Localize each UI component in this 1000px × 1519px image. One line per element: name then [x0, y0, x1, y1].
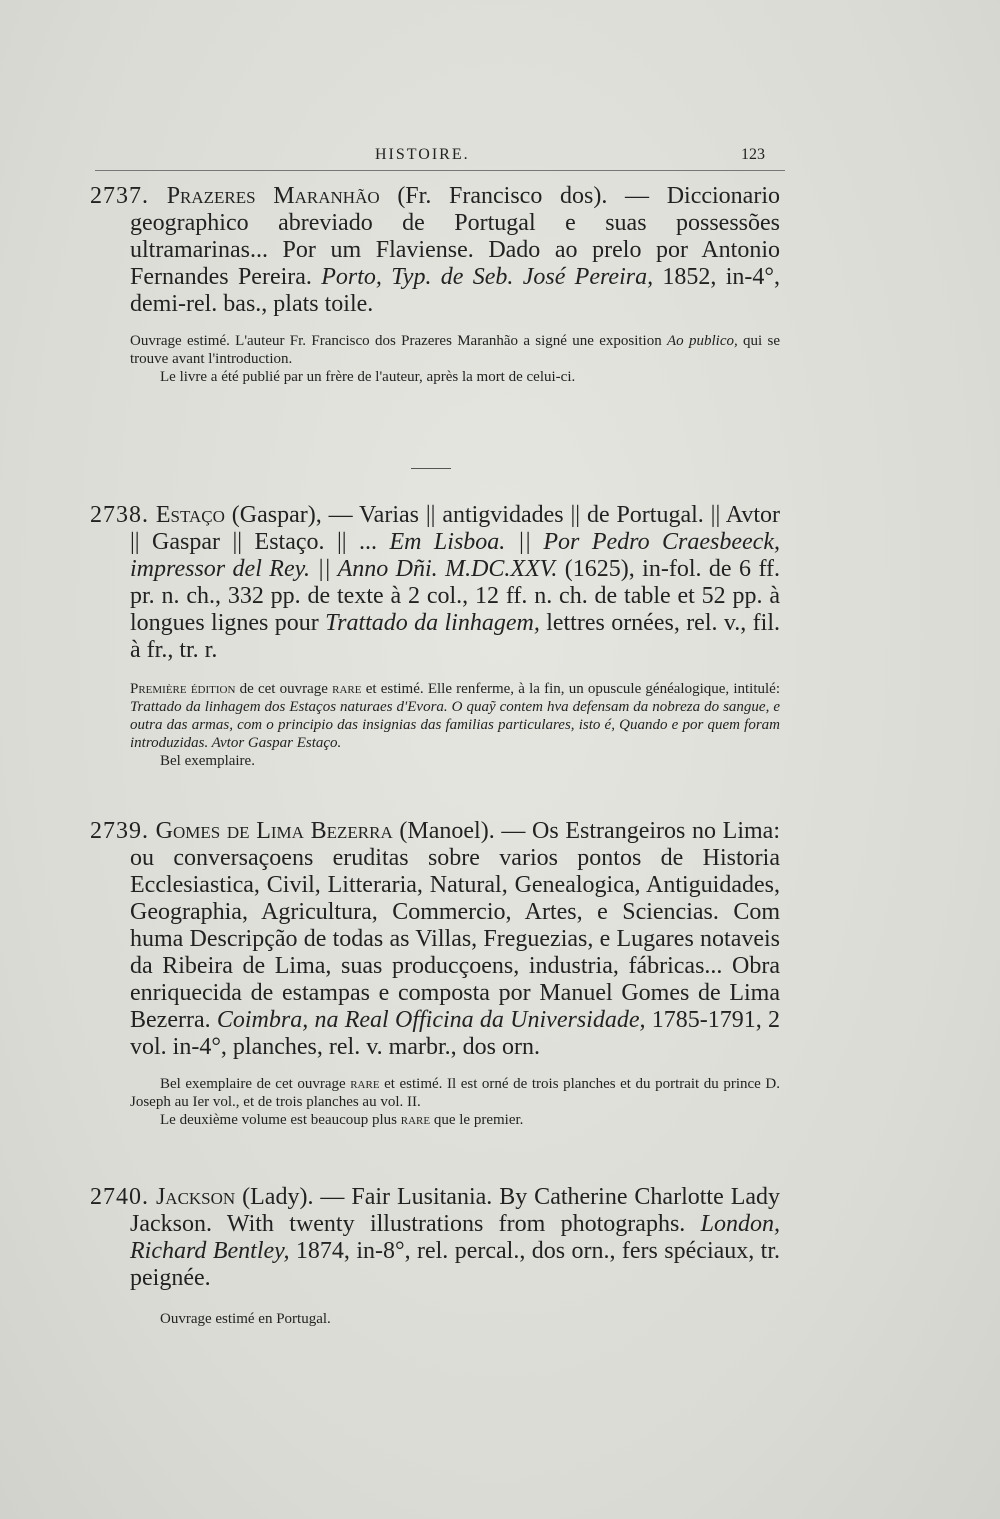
entry-description: 1852, in-4°, demi-rel. bas., plats toile. [130, 264, 780, 317]
note-paragraph [130, 1111, 780, 1129]
entry-number: 2737. [90, 183, 149, 209]
entry-note [130, 1310, 780, 1328]
entry-title: (Gaspar), — Varias || antigvidades || de Portugal. || Avtor || Gaspar || Estaço. || ... [130, 502, 781, 555]
entry-description: 1874, in-8°, rel. percal., dos orn., fers spéciaux, tr. peignée. [130, 1238, 781, 1291]
note-paragraph [130, 332, 780, 368]
entry-number: 2740. [90, 1184, 149, 1210]
entry-author: Gomes de Lima Bezerra [155, 818, 393, 844]
note-text: Le livre a été publié par un frère de l'auteur, après la mort de celui-ci. [160, 369, 576, 385]
entry-note [130, 332, 780, 386]
entry-number: 2738. [90, 502, 149, 528]
note-smallcaps: Première édition [130, 681, 236, 697]
note-italic: Ao publico, [667, 333, 738, 349]
note-text: Bel exemplaire de cet ouvrage [160, 1076, 351, 1092]
entry-title: (Lady). — Fair Lusitania. By Catherine Charlotte Lady Jackson. With twenty illustrations from photographs. [130, 1184, 781, 1237]
entry-2738 [90, 502, 781, 770]
entry-note [130, 680, 780, 770]
header-title: HISTOIRE. [375, 146, 470, 163]
note-text: de cet ouvrage [235, 681, 333, 697]
page-number: 123 [741, 146, 765, 163]
note-paragraph [130, 1075, 780, 1111]
entry-2739 [90, 818, 780, 1129]
note-text: Bel exemplaire. [160, 753, 255, 769]
note-text: et estimé. Il est orné de trois planches et du portrait du prince D. Joseph au Ier vol., et de trois planches au vol. II. [130, 1076, 780, 1110]
entry-author: Prazeres Maranhão [166, 183, 380, 209]
note-paragraph [130, 680, 780, 752]
section-divider [411, 468, 451, 469]
entry-main-text [90, 502, 781, 664]
entry-main-text [90, 1184, 781, 1292]
entry-imprint: Porto, Typ. de Seb. José Pereira, [321, 264, 654, 290]
entry-2737 [90, 183, 781, 386]
note-paragraph [130, 752, 780, 770]
note-rare: rare [350, 1076, 380, 1092]
running-header [95, 146, 785, 171]
note-paragraph [130, 368, 780, 386]
note-text: et estimé. Elle renferme, à la fin, un opuscule généalogique, intitulé: [361, 681, 781, 697]
entry-main-text [90, 183, 780, 318]
entry-main-text [90, 818, 780, 1061]
note-text: Ouvrage estimé. L'auteur Fr. Francisco dos Prazeres Maranhão a signé une exposition [130, 333, 668, 349]
entry-imprint: Em Lisboa. || Por Pedro Craesbeeck, impressor del Rey. || Anno Dñi. M.DC.XXV. [130, 529, 780, 582]
note-text: Ouvrage estimé en Portugal. [160, 1311, 331, 1327]
entry-title: (Fr. Francisco dos). — Diccionario geographico abreviado de Portugal e suas possessões ultramarinas... Por um Flaviense. Dado ao prelo por Antonio Fernandes Pereira. [130, 183, 780, 290]
entry-author: Jackson [155, 1184, 236, 1210]
entry-2740 [90, 1184, 781, 1328]
note-rare: rare [400, 1112, 431, 1128]
entry-number: 2739. [90, 818, 149, 844]
entry-description: 1785-1791, 2 vol. in-4°, planches, rel. v. marbr., dos orn. [130, 1007, 780, 1060]
entry-italic-title: Trattado da linhagem, [325, 610, 540, 636]
entry-imprint: London, Richard Bentley, [130, 1211, 780, 1264]
note-text: qui se trouve avant l'introduction. [130, 333, 781, 367]
entry-title: (Manoel). — Os Estrangeiros no Lima: ou conversaçoens eruditas sobre varios pontos de Historia Ecclesiastica, Civil, Litteraria, Natural, Genealogica, Antiguidades, Geographia, Agricultura, Commercio, Artes, e Sciencias. Com huma Descripção de todas as Villas, Freguezias, e Lugares notaveis da Ribeira de Lima, suas producçoens, industria, fábricas... Obra enriquecida de estampas e composta por Manuel Gomes de Lima Bezerra. [130, 818, 780, 1033]
note-paragraph [130, 1310, 780, 1328]
entry-note [130, 1075, 780, 1129]
entry-author: Estaço [155, 502, 225, 528]
note-rare: rare [332, 681, 362, 697]
note-text: Le deuxième volume est beaucoup plus [160, 1112, 401, 1128]
note-text: que le premier. [430, 1112, 524, 1128]
note-italic: Trattado da linhagem dos Estaços naturaes d'Evora. O quaỹ contem hva defensam da nobreza do sangue, e outra das armas, com o principio das insignias das familias particulares, isto é, Quando e por quem foram introduzidas. Avtor Gaspar Estaço. [130, 699, 780, 751]
entry-imprint: Coimbra, na Real Officina da Universidade, [216, 1007, 646, 1033]
entry-description: (1625), in-fol. de 6 ff. pr. n. ch., 332 pp. de texte à 2 col., 12 ff. n. ch. de table et 52 pp. à longues lignes pour [130, 556, 780, 636]
entry-description-end: lettres ornées, rel. v., fil. à fr., tr. r. [130, 610, 781, 663]
